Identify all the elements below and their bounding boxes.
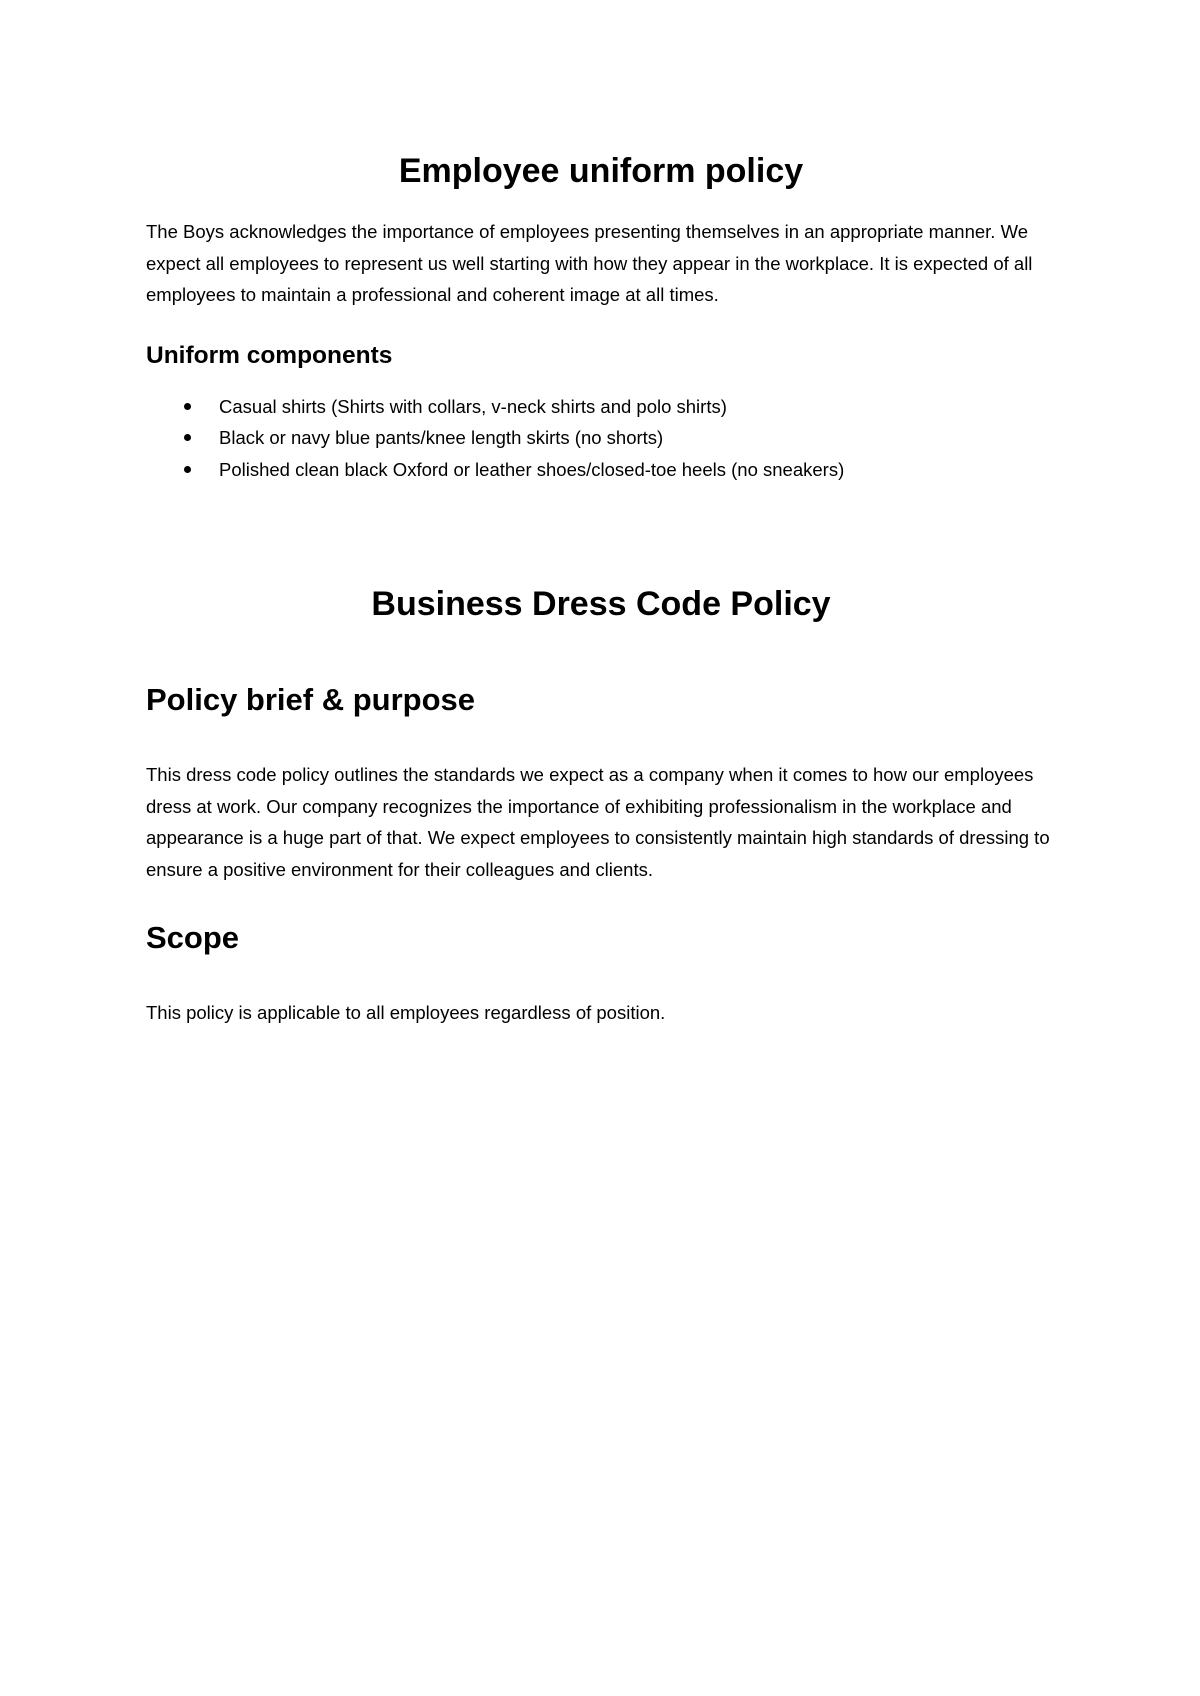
uniform-components-heading: Uniform components (146, 341, 393, 369)
bullet-icon (184, 403, 191, 410)
uniform-policy-title: Employee uniform policy (398, 152, 804, 190)
list-item-text: Polished clean black Oxford or leather shoes/closed-toe heels (no sneakers) (219, 458, 845, 480)
policy-brief-heading: Policy brief & purpose (146, 682, 476, 717)
list-item-text: Casual shirts (Shirts with collars, v-neck shirts and polo shirts) (219, 395, 727, 417)
list-item-text: Black or navy blue pants/knee length skirts (no shorts) (219, 427, 664, 448)
list-item (146, 391, 1056, 423)
list-item (146, 454, 1056, 486)
document-body (146, 148, 1056, 1029)
uniform-components-list (146, 391, 1056, 486)
policy-brief-text: This dress code policy outlines the standards we expect as a company when it comes to how our employees dress at work. Our company recognizes the importance of exhibiting professionalism in the workplace and appearance is a huge part of that. We expect employees to consistently maintain high standards of dressing to ensure a positive environment for their colleagues and clients. (146, 764, 1050, 880)
uniform-policy-intro: The Boys acknowledges the importance of employees presenting themselves in an appropriate manner. We expect all employees to represent us well starting with how they appear in the workplace. It is expected of all employees to maintain a professional and coherent image at all times. (146, 221, 1033, 305)
bullet-icon (184, 434, 191, 441)
list-item (146, 422, 1056, 454)
dress-code-policy-title: Business Dress Code Policy (371, 585, 831, 623)
scope-heading: Scope (146, 920, 240, 955)
scope-text: This policy is applicable to all employees regardless of position. (146, 1002, 666, 1023)
bullet-icon (184, 466, 191, 473)
